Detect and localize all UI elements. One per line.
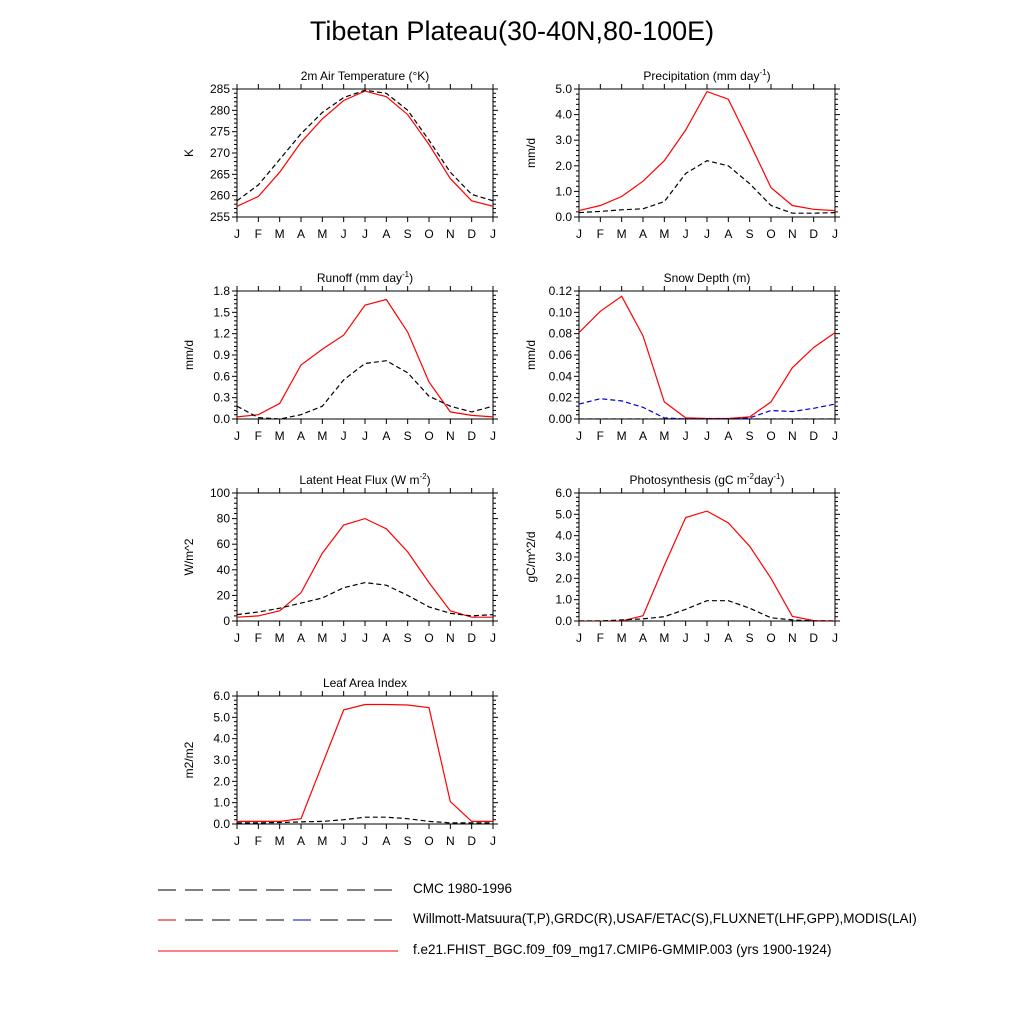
series-line-obs-1 bbox=[237, 90, 493, 201]
chart-panel-snow-depth-m bbox=[524, 271, 840, 443]
x-tick-label: J bbox=[362, 631, 368, 645]
panel-title: Leaf Area Index bbox=[322, 676, 408, 690]
x-tick-label: D bbox=[809, 227, 819, 241]
x-tick-label: O bbox=[424, 429, 434, 443]
y-tick-label: 4.0 bbox=[555, 107, 572, 122]
x-tick-label: J bbox=[576, 429, 582, 443]
y-tick-label: 60 bbox=[216, 537, 230, 552]
x-tick-label: A bbox=[638, 429, 648, 443]
legend-row-model bbox=[158, 941, 978, 961]
plot-frame bbox=[237, 291, 493, 419]
y-axis-label: mm/d bbox=[524, 340, 538, 370]
panel-title: Latent Heat Flux (W $m^{-2}$) bbox=[299, 472, 431, 487]
x-tick-label: A bbox=[296, 227, 306, 241]
x-tick-label: F bbox=[596, 429, 605, 443]
panel-title: Precipitation (mm day$^{-1}$) bbox=[643, 68, 771, 83]
y-tick-label: 260 bbox=[209, 188, 230, 203]
y-tick-label: 2.0 bbox=[213, 774, 230, 789]
plot-frame bbox=[237, 89, 493, 217]
x-tick-label: J bbox=[576, 631, 582, 645]
x-tick-label: J bbox=[340, 429, 347, 443]
x-tick-label: S bbox=[745, 631, 754, 645]
x-tick-label: M bbox=[317, 429, 328, 443]
x-tick-label: S bbox=[745, 429, 754, 443]
legend-label-cmc: CMC 1980-1996 bbox=[413, 881, 513, 896]
chart-panel-leaf-area-index bbox=[182, 676, 498, 848]
x-tick-label: J bbox=[490, 227, 496, 241]
x-tick-label: F bbox=[254, 834, 263, 848]
x-tick-label: M bbox=[616, 227, 627, 241]
y-tick-label: 1.0 bbox=[555, 592, 572, 607]
y-tick-label: 0.06 bbox=[548, 348, 572, 362]
x-tick-label: A bbox=[638, 631, 648, 645]
y-tick-label: 0.12 bbox=[548, 284, 572, 298]
y-tick-label: 4.0 bbox=[555, 528, 572, 543]
y-tick-label: 0.9 bbox=[213, 348, 230, 362]
series-line-obs-1 bbox=[579, 161, 835, 214]
x-tick-label: D bbox=[467, 227, 477, 241]
x-tick-label: M bbox=[274, 631, 285, 645]
x-tick-label: J bbox=[490, 429, 496, 443]
x-tick-label: N bbox=[787, 429, 797, 443]
x-tick-label: J bbox=[682, 429, 689, 443]
series-line-model-0 bbox=[579, 296, 835, 418]
x-tick-label: O bbox=[424, 834, 434, 848]
legend-label-obs: Willmott-Matsuura(T,P),GRDC(R),USAF/ETAC(S),FLUXNET(LHF,GPP),MODIS(LAI) bbox=[413, 911, 917, 926]
y-tick-label: 2.0 bbox=[555, 571, 572, 586]
x-tick-label: A bbox=[724, 227, 733, 241]
y-axis-label: K bbox=[182, 148, 196, 158]
panel-title: Runoff (mm day$^{-1}$) bbox=[316, 270, 414, 285]
x-tick-label: S bbox=[403, 227, 412, 241]
x-tick-label: J bbox=[340, 631, 347, 645]
y-tick-label: 1.8 bbox=[213, 284, 230, 298]
y-tick-label: 0.6 bbox=[213, 369, 230, 384]
x-tick-label: M bbox=[616, 429, 627, 443]
y-tick-label: 40 bbox=[216, 562, 230, 577]
x-tick-label: N bbox=[787, 227, 797, 241]
y-tick-label: 3.0 bbox=[555, 550, 572, 564]
y-tick-label: 4.0 bbox=[213, 731, 230, 746]
x-tick-label: A bbox=[382, 429, 391, 443]
series-line-obs-1 bbox=[237, 583, 493, 616]
x-tick-label: J bbox=[234, 631, 240, 645]
x-tick-label: J bbox=[704, 227, 710, 241]
x-tick-label: M bbox=[317, 227, 328, 241]
chart-panel-precipitation-mm-day-1 bbox=[524, 68, 840, 241]
y-tick-label: 0.0 bbox=[213, 412, 230, 426]
y-tick-label: 5.0 bbox=[555, 82, 572, 96]
x-tick-label: J bbox=[340, 227, 347, 241]
x-tick-label: J bbox=[490, 834, 496, 848]
x-tick-label: F bbox=[254, 631, 263, 645]
chart-panel-2m-air-temperature-k bbox=[182, 69, 498, 241]
y-tick-label: 2.0 bbox=[555, 158, 572, 173]
y-tick-label: 255 bbox=[209, 210, 230, 224]
y-tick-label: 0 bbox=[223, 614, 230, 628]
x-tick-label: D bbox=[467, 429, 477, 443]
y-tick-label: 3.0 bbox=[555, 133, 572, 148]
y-tick-label: 0.08 bbox=[548, 326, 572, 341]
series-line-obs-1 bbox=[237, 817, 493, 823]
y-tick-label: 280 bbox=[209, 103, 230, 118]
y-axis-label: gC/m^2/d bbox=[524, 531, 538, 583]
x-tick-label: J bbox=[340, 834, 347, 848]
x-tick-label: S bbox=[403, 631, 412, 645]
x-tick-label: M bbox=[274, 834, 285, 848]
x-tick-label: O bbox=[766, 429, 776, 443]
y-tick-label: 0.0 bbox=[213, 817, 230, 831]
series-line-obs-1 bbox=[579, 601, 835, 621]
y-tick-label: 0.10 bbox=[548, 305, 572, 320]
y-tick-label: 0.3 bbox=[213, 390, 230, 405]
x-tick-label: J bbox=[362, 227, 368, 241]
plot-frame bbox=[579, 493, 835, 621]
series-line-obs-1 bbox=[579, 399, 835, 419]
panel-title: Snow Depth (m) bbox=[663, 271, 751, 285]
y-tick-label: 20 bbox=[216, 588, 230, 603]
y-tick-label: 270 bbox=[209, 146, 230, 160]
x-tick-label: O bbox=[424, 631, 434, 645]
x-tick-label: J bbox=[362, 429, 368, 443]
x-tick-label: J bbox=[682, 631, 689, 645]
x-tick-label: J bbox=[832, 227, 838, 241]
x-tick-label: O bbox=[424, 227, 434, 241]
x-tick-label: F bbox=[596, 631, 605, 645]
y-axis-label: mm/d bbox=[182, 340, 196, 370]
x-tick-label: F bbox=[254, 429, 263, 443]
x-tick-label: A bbox=[296, 834, 306, 848]
y-axis-label: W/m^2 bbox=[182, 538, 196, 576]
chart-panel-photosynthesis-gc-m-2day-1 bbox=[524, 472, 840, 645]
x-tick-label: N bbox=[445, 227, 455, 241]
legend-row-obs bbox=[158, 910, 978, 930]
x-tick-label: O bbox=[766, 227, 776, 241]
page-title: Tibetan Plateau(30-40N,80-100E) bbox=[309, 16, 715, 46]
x-tick-label: M bbox=[274, 227, 285, 241]
x-tick-label: F bbox=[254, 227, 263, 241]
x-tick-label: N bbox=[787, 631, 797, 645]
x-tick-label: J bbox=[234, 834, 240, 848]
series-line-model-0 bbox=[237, 91, 493, 206]
y-tick-label: 0.04 bbox=[548, 369, 572, 384]
x-tick-label: M bbox=[274, 429, 285, 443]
y-tick-label: 1.0 bbox=[555, 184, 572, 199]
x-tick-label: A bbox=[296, 429, 306, 443]
x-tick-label: M bbox=[659, 429, 670, 443]
x-tick-label: A bbox=[638, 227, 648, 241]
plot-frame bbox=[579, 291, 835, 419]
x-tick-label: M bbox=[659, 631, 670, 645]
legend-label-model: f.e21.FHIST_BGC.f09_f09_mg17.CMIP6-GMMIP.003 (yrs 1900-1924) bbox=[413, 942, 832, 957]
y-tick-label: 0.00 bbox=[548, 412, 572, 426]
chart-panel-latent-heat-flux-w-m-2 bbox=[182, 472, 498, 645]
x-tick-label: J bbox=[832, 429, 838, 443]
panel-title: Photosynthesis (gC $m^{-2}day^{-1}$) bbox=[629, 472, 785, 487]
x-tick-label: D bbox=[809, 429, 819, 443]
x-tick-label: M bbox=[659, 227, 670, 241]
x-tick-label: S bbox=[403, 429, 412, 443]
y-axis-label: mm/d bbox=[524, 138, 538, 168]
series-line-model-0 bbox=[237, 519, 493, 618]
x-tick-label: J bbox=[704, 429, 710, 443]
legend-row-cmc bbox=[158, 880, 978, 900]
series-line-obs-1 bbox=[237, 361, 493, 419]
x-tick-label: D bbox=[467, 834, 477, 848]
legend-swatch-red-solid bbox=[158, 941, 398, 961]
x-tick-label: J bbox=[704, 631, 710, 645]
x-tick-label: D bbox=[467, 631, 477, 645]
x-tick-label: J bbox=[362, 834, 368, 848]
y-tick-label: 1.2 bbox=[213, 326, 230, 341]
y-tick-label: 275 bbox=[209, 124, 230, 139]
x-tick-label: A bbox=[296, 631, 306, 645]
x-tick-label: N bbox=[445, 429, 455, 443]
x-tick-label: A bbox=[382, 227, 391, 241]
x-tick-label: S bbox=[745, 227, 754, 241]
x-tick-label: N bbox=[445, 631, 455, 645]
x-tick-label: M bbox=[616, 631, 627, 645]
y-tick-label: 265 bbox=[209, 167, 230, 182]
x-tick-label: A bbox=[382, 834, 391, 848]
plot-frame bbox=[237, 493, 493, 621]
y-tick-label: 1.0 bbox=[213, 795, 230, 810]
series-line-model-0 bbox=[237, 300, 493, 417]
x-tick-label: J bbox=[234, 429, 240, 443]
x-tick-label: F bbox=[596, 227, 605, 241]
series-line-model-0 bbox=[237, 705, 493, 822]
x-tick-label: D bbox=[809, 631, 819, 645]
chart-panel-runoff-mm-day-1 bbox=[182, 270, 498, 443]
series-line-model-0 bbox=[579, 511, 835, 621]
y-tick-label: 80 bbox=[216, 511, 230, 526]
x-tick-label: A bbox=[382, 631, 391, 645]
y-tick-label: 0.02 bbox=[548, 390, 572, 405]
y-tick-label: 6.0 bbox=[213, 689, 230, 703]
x-tick-label: M bbox=[317, 834, 328, 848]
panel-title: 2m Air Temperature (°K) bbox=[300, 69, 430, 83]
x-tick-label: J bbox=[832, 631, 838, 645]
y-tick-label: 3.0 bbox=[213, 753, 230, 767]
y-tick-label: 285 bbox=[209, 82, 230, 96]
legend-swatch-black-dashed bbox=[158, 880, 398, 900]
x-tick-label: S bbox=[403, 834, 412, 848]
x-tick-label: A bbox=[724, 631, 733, 645]
x-tick-label: O bbox=[766, 631, 776, 645]
y-tick-label: 6.0 bbox=[555, 486, 572, 500]
y-tick-label: 0.0 bbox=[555, 210, 572, 224]
x-tick-label: J bbox=[682, 227, 689, 241]
x-tick-label: J bbox=[576, 227, 582, 241]
y-tick-label: 100 bbox=[209, 486, 230, 500]
y-tick-label: 5.0 bbox=[213, 710, 230, 725]
x-tick-label: J bbox=[234, 227, 240, 241]
x-tick-label: M bbox=[317, 631, 328, 645]
x-tick-label: J bbox=[490, 631, 496, 645]
y-tick-label: 5.0 bbox=[555, 507, 572, 522]
x-tick-label: N bbox=[445, 834, 455, 848]
y-axis-label: m2/m2 bbox=[182, 741, 196, 779]
legend-swatch-mixed-dashed bbox=[158, 910, 398, 930]
y-tick-label: 0.0 bbox=[555, 614, 572, 628]
x-tick-label: A bbox=[724, 429, 733, 443]
series-line-model-0 bbox=[579, 92, 835, 211]
y-tick-label: 1.5 bbox=[213, 305, 230, 320]
